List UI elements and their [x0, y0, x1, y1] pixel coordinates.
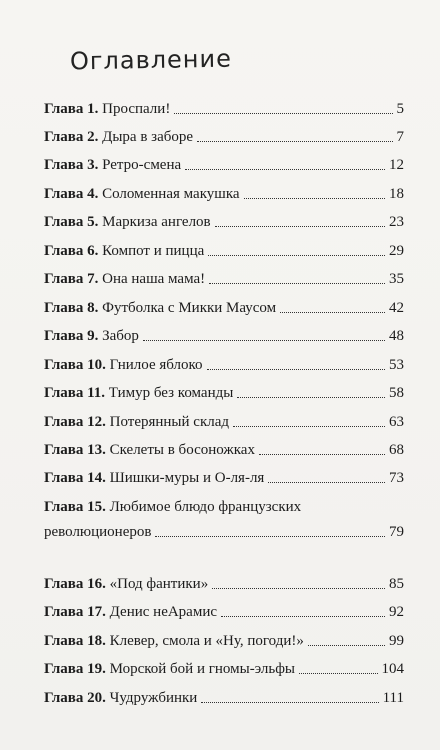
chapter-label: Глава 6.	[44, 243, 99, 259]
toc-entry	[44, 498, 404, 541]
toc-entry	[44, 660, 404, 678]
page-number: 7	[396, 129, 404, 145]
chapter-label: Глава 20.	[44, 690, 106, 706]
chapter-title: Она наша мама!	[102, 271, 206, 287]
chapter-label: Глава 2.	[44, 129, 99, 145]
chapter-title: Гнилое яблоко	[109, 357, 203, 373]
chapter-label: Глава 14.	[44, 470, 106, 486]
dot-leader	[174, 113, 392, 114]
dot-leader	[201, 702, 378, 703]
chapter-title: Маркиза ангелов	[102, 214, 211, 230]
page-number: 53	[389, 357, 404, 373]
chapter-title: Клевер, смола и «Ну, погоди!»	[109, 633, 304, 649]
dot-leader	[212, 588, 385, 589]
chapter-label: Глава 13.	[44, 442, 106, 458]
chapter-label: Глава 17.	[44, 604, 106, 620]
toc-entry	[44, 384, 404, 402]
dot-leader	[233, 426, 385, 427]
chapter-title: Денис неАрамис	[109, 604, 218, 620]
page-number: 42	[389, 300, 404, 316]
page-number: 92	[389, 604, 404, 620]
toc-entry	[44, 603, 404, 621]
chapter-label: Глава 3.	[44, 157, 99, 173]
chapter-label: Глава 15.	[44, 499, 106, 515]
page-number: 12	[389, 157, 404, 173]
dot-leader	[207, 369, 385, 370]
chapter-label: Глава 9.	[44, 328, 99, 344]
page-number: 48	[389, 328, 404, 344]
page-number: 111	[382, 690, 404, 706]
page-number: 73	[389, 470, 404, 486]
toc-entry	[44, 327, 404, 345]
toc-entry	[44, 156, 404, 174]
toc-entry	[44, 299, 404, 317]
page-number: 18	[389, 186, 404, 202]
dot-leader	[209, 283, 385, 284]
toc-entry	[44, 100, 404, 118]
page-number: 5	[396, 101, 404, 117]
chapter-label: Глава 19.	[44, 661, 106, 677]
dot-leader	[221, 616, 385, 617]
page-number: 104	[381, 661, 404, 677]
toc-entry	[44, 469, 404, 487]
dot-leader	[208, 255, 385, 256]
chapter-title: Чудружбинки	[109, 690, 198, 706]
chapter-line-1	[44, 498, 404, 516]
chapter-label: Глава 5.	[44, 214, 99, 230]
chapter-title: Ретро-смена	[102, 157, 182, 173]
chapter-title: Потерянный склад	[109, 414, 230, 430]
page-number: 99	[389, 633, 404, 649]
toc-entry	[44, 356, 404, 374]
dot-leader	[185, 169, 385, 170]
page-number: 23	[389, 214, 404, 230]
dot-leader	[308, 645, 385, 646]
toc-entry	[44, 413, 404, 431]
chapter-title: Тимур без команды	[108, 385, 234, 401]
toc-entry	[44, 575, 404, 593]
chapter-title-continuation: революционеров	[44, 524, 152, 540]
chapter-title: Проспали!	[102, 101, 171, 117]
chapter-title: Шишки-муры и О-ля-ля	[109, 470, 265, 486]
chapter-label: Глава 10.	[44, 357, 106, 373]
page-number: 35	[389, 271, 404, 287]
chapter-title: Скелеты в босоножках	[109, 442, 255, 458]
chapter-title: Любимое блюдо французских	[109, 499, 302, 515]
toc-entry	[44, 689, 404, 707]
chapter-label: Глава 12.	[44, 414, 106, 430]
dot-leader	[143, 340, 385, 341]
toc-entry	[44, 242, 404, 260]
chapter-label: Глава 11.	[44, 385, 106, 401]
dot-leader	[197, 141, 392, 142]
toc-entry	[44, 185, 404, 203]
dot-leader	[268, 482, 385, 483]
chapter-label: Глава 7.	[44, 271, 99, 287]
chapter-label: Глава 18.	[44, 633, 106, 649]
toc-entry	[44, 213, 404, 231]
page-number: 29	[389, 243, 404, 259]
dot-leader	[244, 198, 385, 199]
dot-leader	[155, 536, 385, 537]
dot-leader	[280, 312, 385, 313]
toc-entry	[44, 632, 404, 650]
chapter-title: Дыра в заборе	[102, 129, 194, 145]
toc-entry	[44, 128, 404, 146]
page-number: 79	[389, 524, 404, 540]
dot-leader	[237, 397, 385, 398]
chapter-title: «Под фантики»	[109, 576, 209, 592]
chapter-title: Морской бой и гномы-эльфы	[109, 661, 295, 677]
page-title: Оглавление	[69, 44, 233, 76]
dot-leader	[299, 673, 378, 674]
page-number: 58	[389, 385, 404, 401]
dot-leader	[259, 454, 385, 455]
toc-entry	[44, 441, 404, 459]
toc-entry	[44, 270, 404, 288]
chapter-label: Глава 8.	[44, 300, 99, 316]
chapter-title: Забор	[102, 328, 139, 344]
chapter-title: Футболка с Микки Маусом	[102, 300, 277, 316]
chapter-label: Глава 16.	[44, 576, 106, 592]
page-number: 68	[389, 442, 404, 458]
page-number: 63	[389, 414, 404, 430]
dot-leader	[215, 226, 385, 227]
chapter-label: Глава 4.	[44, 186, 99, 202]
chapter-title: Соломенная макушка	[102, 186, 240, 202]
chapter-line-2	[44, 523, 404, 541]
chapter-title: Компот и пицца	[102, 243, 205, 259]
page-number: 85	[389, 576, 404, 592]
chapter-label: Глава 1.	[44, 101, 99, 117]
